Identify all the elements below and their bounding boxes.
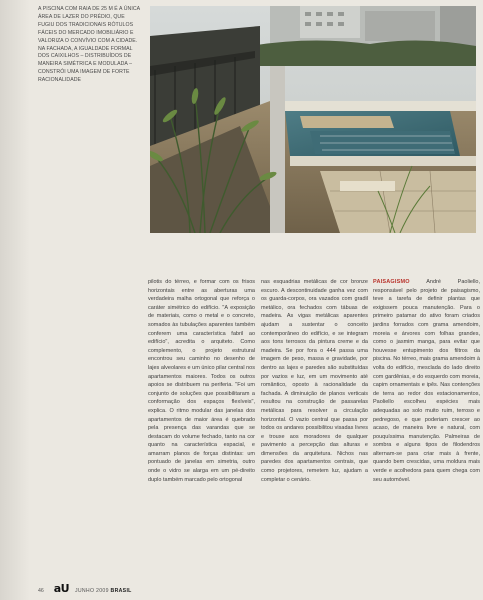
- photo-caption: A PISCINA COM RAIA DE 25 M É A ÚNICA ÁREA DE LAZER DO PRÉDIO, QUE FUGIU DOS TRADICIONAIS RÓTULOS FÁCEIS DO MERCADO IMOBILIÁRIO E VALORIZA O CONVÍVIO COM A CIDADE. NA FACHADA, A IGUALDADE FORMAL DOS CAIXILHOS – DISTRIBUÍDOS DE MANEIRA SIMÉTRICA E MODULADA – CONSTRÓI UMA IMAGEM DE FORTE RACIONALIDADE: [38, 6, 140, 84]
- article-column-2: [261, 278, 368, 484]
- section-heading-paisagismo: PAISAGISMO: [373, 279, 410, 285]
- section-label: BRASIL: [110, 588, 132, 594]
- article-column-3: [373, 278, 480, 484]
- paragraph-text: nas esquadrias metálicas de cor bronze escuro. A descontinuidade ganha vez com os guarda-corpos, ora vazados com gradil metálico, ora fechados com tábuas de madeira. As vigas metálicas aparentes ajudam a sustentar o conceito contemporâneo do edifício, e se integram aos tons terrosos da pintura creme e da madeira. Se por fora o 444 passa uma imagem de peso, massa e gravidade, por dentro as lajes e paredes são substituídas por vazios e luz, em um movimento até romântico, oposto à racionalidade da fachada. A diminuição de planos verticais resultou na construção de passarelas metálicas para resolver a circulação horizontal. O vazio central que passa por todos os andares possibilitou visadas livres e trouxe aos moradores de qualquer pavimento a percepção das alturas e dimensões da arquitetura. Nichos nas paredes dos apartamentos centrais, que como projetores, remetem luz, ajudam a completar o cenário.: [261, 279, 368, 483]
- page-number: 46: [38, 588, 44, 594]
- issue-date: JUNHO 2009: [74, 588, 109, 594]
- issue-label: [75, 588, 132, 594]
- rooftop-pool-photo: [150, 6, 476, 233]
- article-column-1: [148, 278, 255, 484]
- page-footer: [38, 582, 132, 595]
- magazine-logo: aU: [53, 582, 69, 595]
- paisagismo-text: André Paoliello, responsável pelo projeto de paisagismo, teve a tarefa de definir plantas que exigissem pouca manutenção. Para o primeiro patamar do ativo foram criados jardins forrados com grama amendoim, moreia e árvores com folhas grandes, como o jasmim manga, para evitar que houvesse entupimento dos filtros da piscina. No térreo, mais grama amendoim à volta do edifício, mesclada do lado direito com gardênias, e do esquerdo com moreia, capim ornamentais e ipês. Nas contenções de terra ao redor dos estacionamentos, Paoliello escolheu espécies mais adequadas ao solo muito ruim, terroso e pedregoso, e que poderiam crescer ao acaso, de maneira livre e natural, com pouquíssima manutenção. Palmeiras de sombra e alguns tipos de filodendros alternam-se para criar mais à frente, quando bem crescidas, uma moldura mais verde e acolhedora para quem chega com seu automóvel.: [373, 279, 480, 483]
- paragraph-text: pilotis do térreo, e formar com os frisos horizontais entre as aberturas uma verdadeira malha ortogonal que reforça o caráter simétrico do edifício. "A exposição de materiais, como o metal e o concreto, somados às tubulações aparentes também conferem uma característica fabril ao edifício", acredita o arquiteto. Como complemento, o projeto estrutural encontrou seu caminho no desenho de lajes alveolares e um único pilar central nos apartamentos maiores. Todos os outros apoios se distribuem na periferia. "Foi um conjunto de soluções que possibilitaram a conformação dos espaços flexíveis", explica. O ritmo modular das janelas dos apartamentos de maior área é quebrado pela presença das varandas que se destacam do volume fechado, tanto na cor quanto na característica espacial, e amarram planos de forças distintas: um pontuado de janelas em simetria, outro onde o vidro se alarga em um pé-direito duplo também marcado pelo ortogonal: [148, 279, 255, 483]
- paragraph-text: [373, 278, 480, 484]
- page-gutter-shadow: [0, 0, 30, 600]
